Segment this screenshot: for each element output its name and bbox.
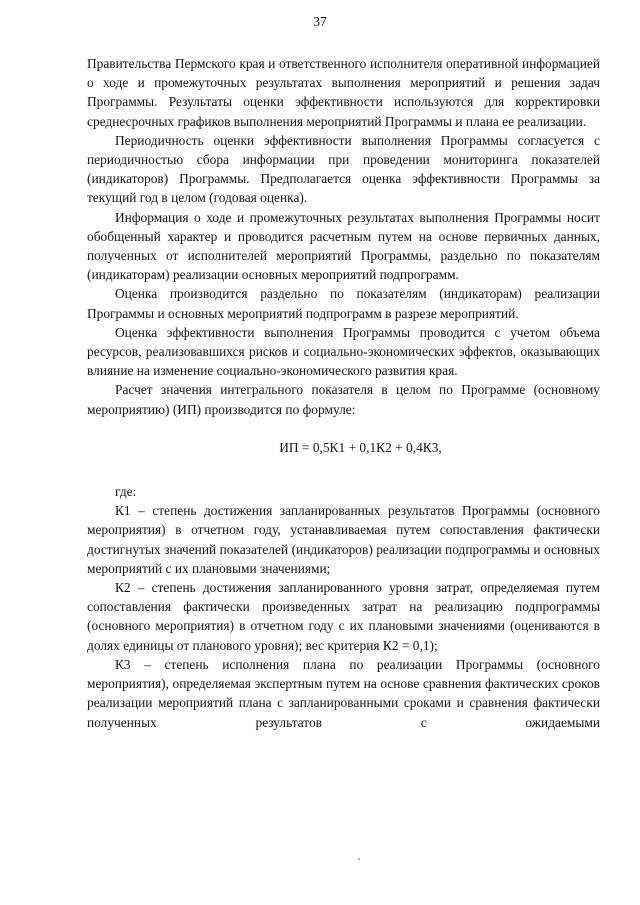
paragraph-formula-intro: Расчет значения интегрального показателя в целом по Программе (основному мероприятию) (ИП) производится по формуле: <box>87 382 600 417</box>
paragraph-periodicity: Периодичность оценки эффективности выполнения Программы согласуется с периодичностью сбора информации при проведении мониторинга показателей (индикаторов) Программы. Предполагается оценка эффективности Программы за текущий год в целом (годовая оценка). <box>87 132 600 206</box>
paragraph-evaluation-by-indicators: Оценка производится раздельно по показателям (индикаторам) реализации Программы и основных мероприятий подпрограмм в разрезе мероприятий. <box>87 286 600 321</box>
definition-k3: К3 – степень исполнения плана по реализации Программы (основного мероприятия), определяемая экспертным путем на основе сравнения фактических сроков реализации мероприятий плана с запланированными сроками и сравнения фактически полученных результатов с ожидаемыми <box>87 656 600 730</box>
definition-k2: К2 – степень достижения запланированного уровня затрат, определяемая путем сопоставления фактически произведенных затрат на реализацию подпрограммы (основного мероприятия) в отчетном году с их плановыми значениями (оцениваются в долях единицы от планового уровня); вес критерия К2 = 0,1); <box>87 580 600 653</box>
page-number: 37 <box>313 14 327 29</box>
definition-k1: К1 – степень достижения запланированных результатов Программы (основного мероприятия) в отчетном году, устанавливаемая путем сопоставления фактически достигнутых значений показателей (индикаторов) реализации подпрограммы и основных мероприятий с их плановыми значениями; <box>87 503 600 576</box>
scan-artifact-dot <box>358 858 360 860</box>
document-body <box>87 54 600 732</box>
where-label: где: <box>115 484 137 500</box>
integral-indicator-formula: ИП = 0,5К1 + 0,1К2 + 0,4К3, <box>279 439 442 455</box>
paragraph-progress-info: Информация о ходе и промежуточных результатах выполнения Программы носит обобщенный характер и проводится расчетным путем на основе первичных данных, полученных от исполнителей мероприятий Программы, раздельно по показателям (индикаторам) реализации основных мероприятий подпрограмм. <box>87 209 600 283</box>
paragraph-efficiency-evaluation: Оценка эффективности выполнения Программы проводится с учетом объема ресурсов, реализовавшихся рисков и социально-экономических эффектов, оказывающих влияние на изменение социально-экономического развития края. <box>87 324 600 379</box>
paragraph-continuation: Правительства Пермского края и ответственного исполнителя оперативной информацией о ходе и промежуточных результатах выполнения мероприятий и решения задач Программы. Результаты оценки эффективности используются для корректировки среднесрочных графиков выполнения мероприятий Программы и плана ее реализации. <box>87 56 600 129</box>
